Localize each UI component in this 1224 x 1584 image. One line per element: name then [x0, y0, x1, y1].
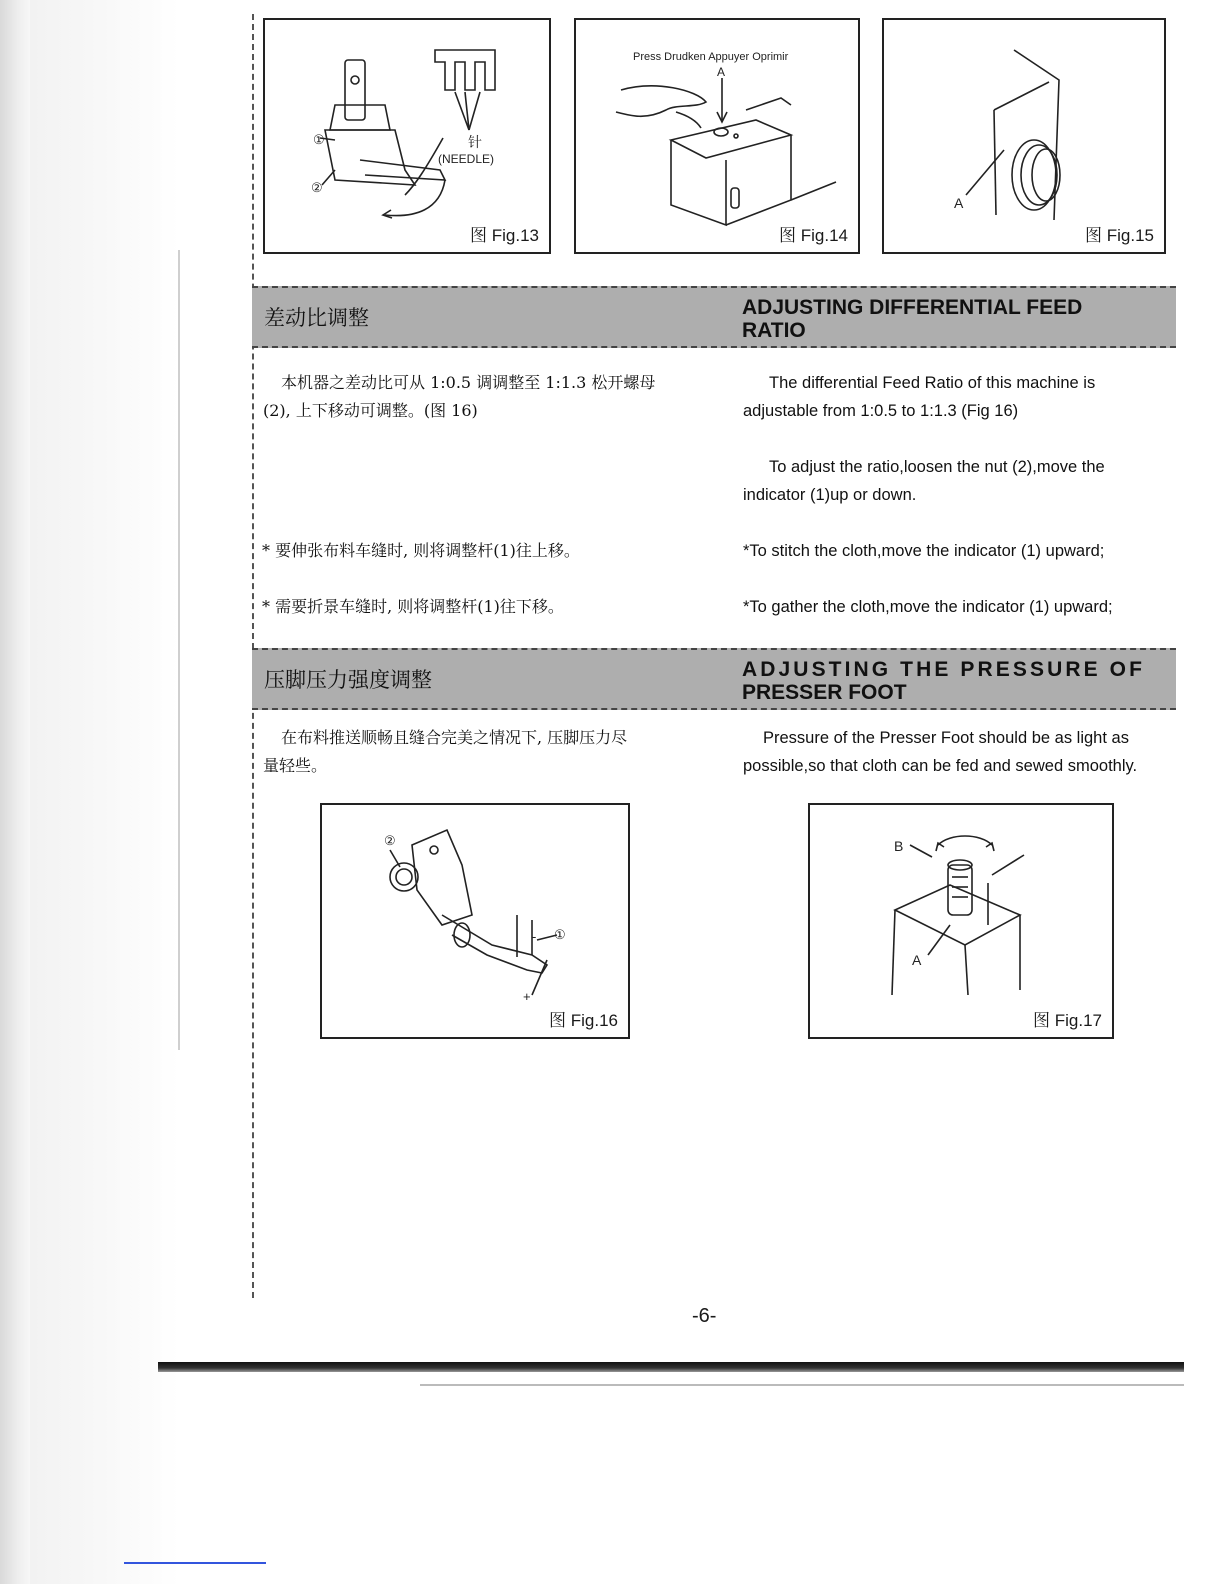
label-b: B: [894, 838, 904, 854]
plus-label: +: [523, 989, 531, 1004]
cn-pressure-paragraph: [263, 724, 627, 780]
section-title-en-line1: ADJUSTING DIFFERENTIAL FEED: [742, 296, 1083, 319]
figure-13-caption: 图 Fig.13: [470, 226, 539, 245]
section-title-cn: 差动比调整: [264, 306, 369, 330]
bottom-rule-thin: [420, 1384, 1184, 1386]
needle-en-label: (NEEDLE): [438, 152, 495, 166]
cn-paragraph-1-line2: (2), 上下移动可调整。(图 16): [263, 401, 478, 420]
press-button-illustration: [576, 20, 858, 252]
figure-15-caption: 图 Fig.15: [1085, 226, 1154, 245]
cn-paragraph-1: [263, 369, 655, 425]
bottom-rule: [158, 1362, 1184, 1372]
en-paragraph-2-line1: To adjust the ratio,loosen the nut (2),move the: [769, 458, 1105, 476]
section-header-pressure: [252, 648, 1176, 710]
en-stretch-note: *To stitch the cloth,move the indicator (1) upward;: [743, 542, 1105, 560]
part-1-label: ①: [554, 927, 566, 942]
minus-label: -: [532, 929, 537, 944]
en-paragraph-2: [743, 453, 1179, 509]
dial-illustration: [884, 20, 1164, 252]
figure-16: [320, 803, 630, 1039]
fold-line: [178, 250, 180, 1050]
label-a: A: [954, 195, 964, 211]
section-title-en-line1: ADJUSTING THE PRESSURE OF: [742, 658, 1146, 681]
en-paragraph-1-line1: The differential Feed Ratio of this machine is: [769, 374, 1096, 392]
differential-lever-illustration: [322, 805, 628, 1037]
cn-pressure-line2: 量轻些。: [263, 756, 328, 775]
en-paragraph-1: [743, 369, 1179, 425]
part-2-label: ②: [384, 833, 396, 848]
page-number: -6-: [692, 1305, 717, 1327]
part-2-label: ②: [311, 180, 323, 195]
figure-15: [882, 18, 1166, 254]
press-label: Press Drudken Appuyer Oprimir: [633, 51, 789, 63]
en-paragraph-1-line2: adjustable from 1:0.5 to 1:1.3 (Fig 16): [743, 402, 1019, 420]
figure-17: [808, 803, 1114, 1039]
section-header-differential: [252, 286, 1176, 348]
footer-link-underline: [124, 1562, 266, 1564]
en-paragraph-2-line2: indicator (1)up or down.: [743, 486, 917, 504]
en-pressure-line2: possible,so that cloth can be fed and sewed smoothly.: [743, 757, 1138, 775]
figure-14: [574, 18, 860, 254]
en-gather-note: *To gather the cloth,move the indicator (1) upward;: [743, 598, 1113, 616]
part-1-label: ①: [313, 132, 325, 147]
figure-17-caption: 图 Fig.17: [1033, 1011, 1102, 1030]
needle-cn-label: 针: [468, 134, 482, 150]
figure-16-caption: 图 Fig.16: [549, 1011, 618, 1030]
label-a: A: [717, 65, 726, 79]
figure-14-caption: 图 Fig.14: [779, 226, 848, 245]
section-title-en: [742, 658, 1162, 704]
en-pressure-line1: Pressure of the Presser Foot should be as light as: [763, 729, 1129, 747]
label-a: A: [912, 952, 922, 968]
en-pressure-paragraph: [743, 724, 1179, 780]
section-title-en-line2: PRESSER FOOT: [742, 681, 907, 704]
binding-gutter: [30, 0, 180, 1584]
cn-gather-note: * 需要折景车缝时, 则将调整杆(1)往下移。: [262, 597, 564, 616]
cn-pressure-line1: 在布料推送顺畅且缝合完美之情况下, 压脚压力尽: [281, 728, 628, 747]
section-title-en: [742, 296, 1082, 342]
cn-paragraph-1-line1: 本机器之差动比可从 1:0.5 调调整至 1:1.3 松开螺母: [281, 373, 656, 392]
section-title-en-line2: RATIO: [742, 319, 806, 342]
cn-stretch-note: * 要伸张布料车缝时, 则将调整杆(1)往上移。: [262, 541, 580, 560]
section-title-cn: 压脚压力强度调整: [264, 668, 432, 692]
figure-13: [263, 18, 551, 254]
scan-edge: [0, 0, 30, 1584]
pressure-knob-illustration: [810, 805, 1112, 1037]
presser-foot-illustration: [265, 20, 549, 252]
